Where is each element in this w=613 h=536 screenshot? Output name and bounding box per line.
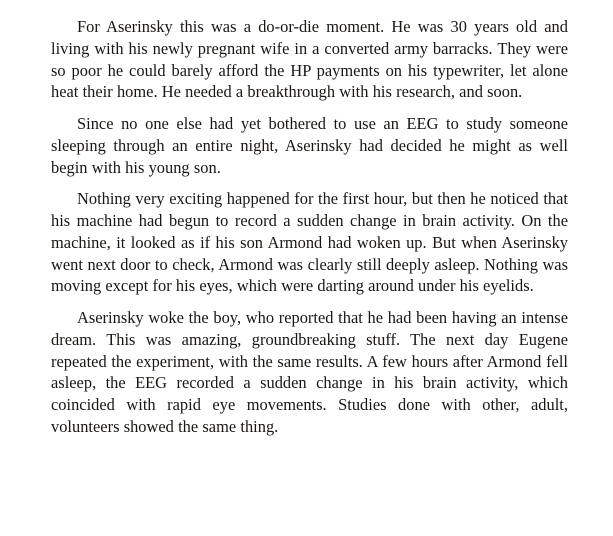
body-paragraph-4: Aserinsky woke the boy, who reported that he had been having an intense dream. This was amazing, groundbreaking stuff. The next day Eugene repeated the experiment, with the same results. A few hours after Armond fell asleep, the EEG recorded a sudden change in his brain activity, which coincided with rapid eye movements. Studies done with other, adult, volunteers showed the same thing.: [51, 308, 568, 436]
text-column: [51, 16, 568, 438]
body-paragraph-1: For Aserinsky this was a do-or-die moment. He was 30 years old and living with his newly pregnant wife in a converted army barracks. They were so poor he could barely afford the HP payments on his typewriter, let alone heat their home. He needed a breakthrough with his research, and soon.: [51, 17, 568, 102]
body-paragraph-3: Nothing very exciting happened for the first hour, but then he noticed that his machine had begun to record a sudden change in brain activity. On the machine, it looked as if his son Armond had woken up. But when Aserinsky went next door to check, Armond was clearly still deeply asleep. Nothing was moving except for his eyes, which were darting around under his eyelids.: [51, 189, 568, 296]
body-paragraph-2: Since no one else had yet bothered to use an EEG to study someone sleeping through an entire night, Aserinsky had decided he might as well begin with his young son.: [51, 114, 568, 177]
